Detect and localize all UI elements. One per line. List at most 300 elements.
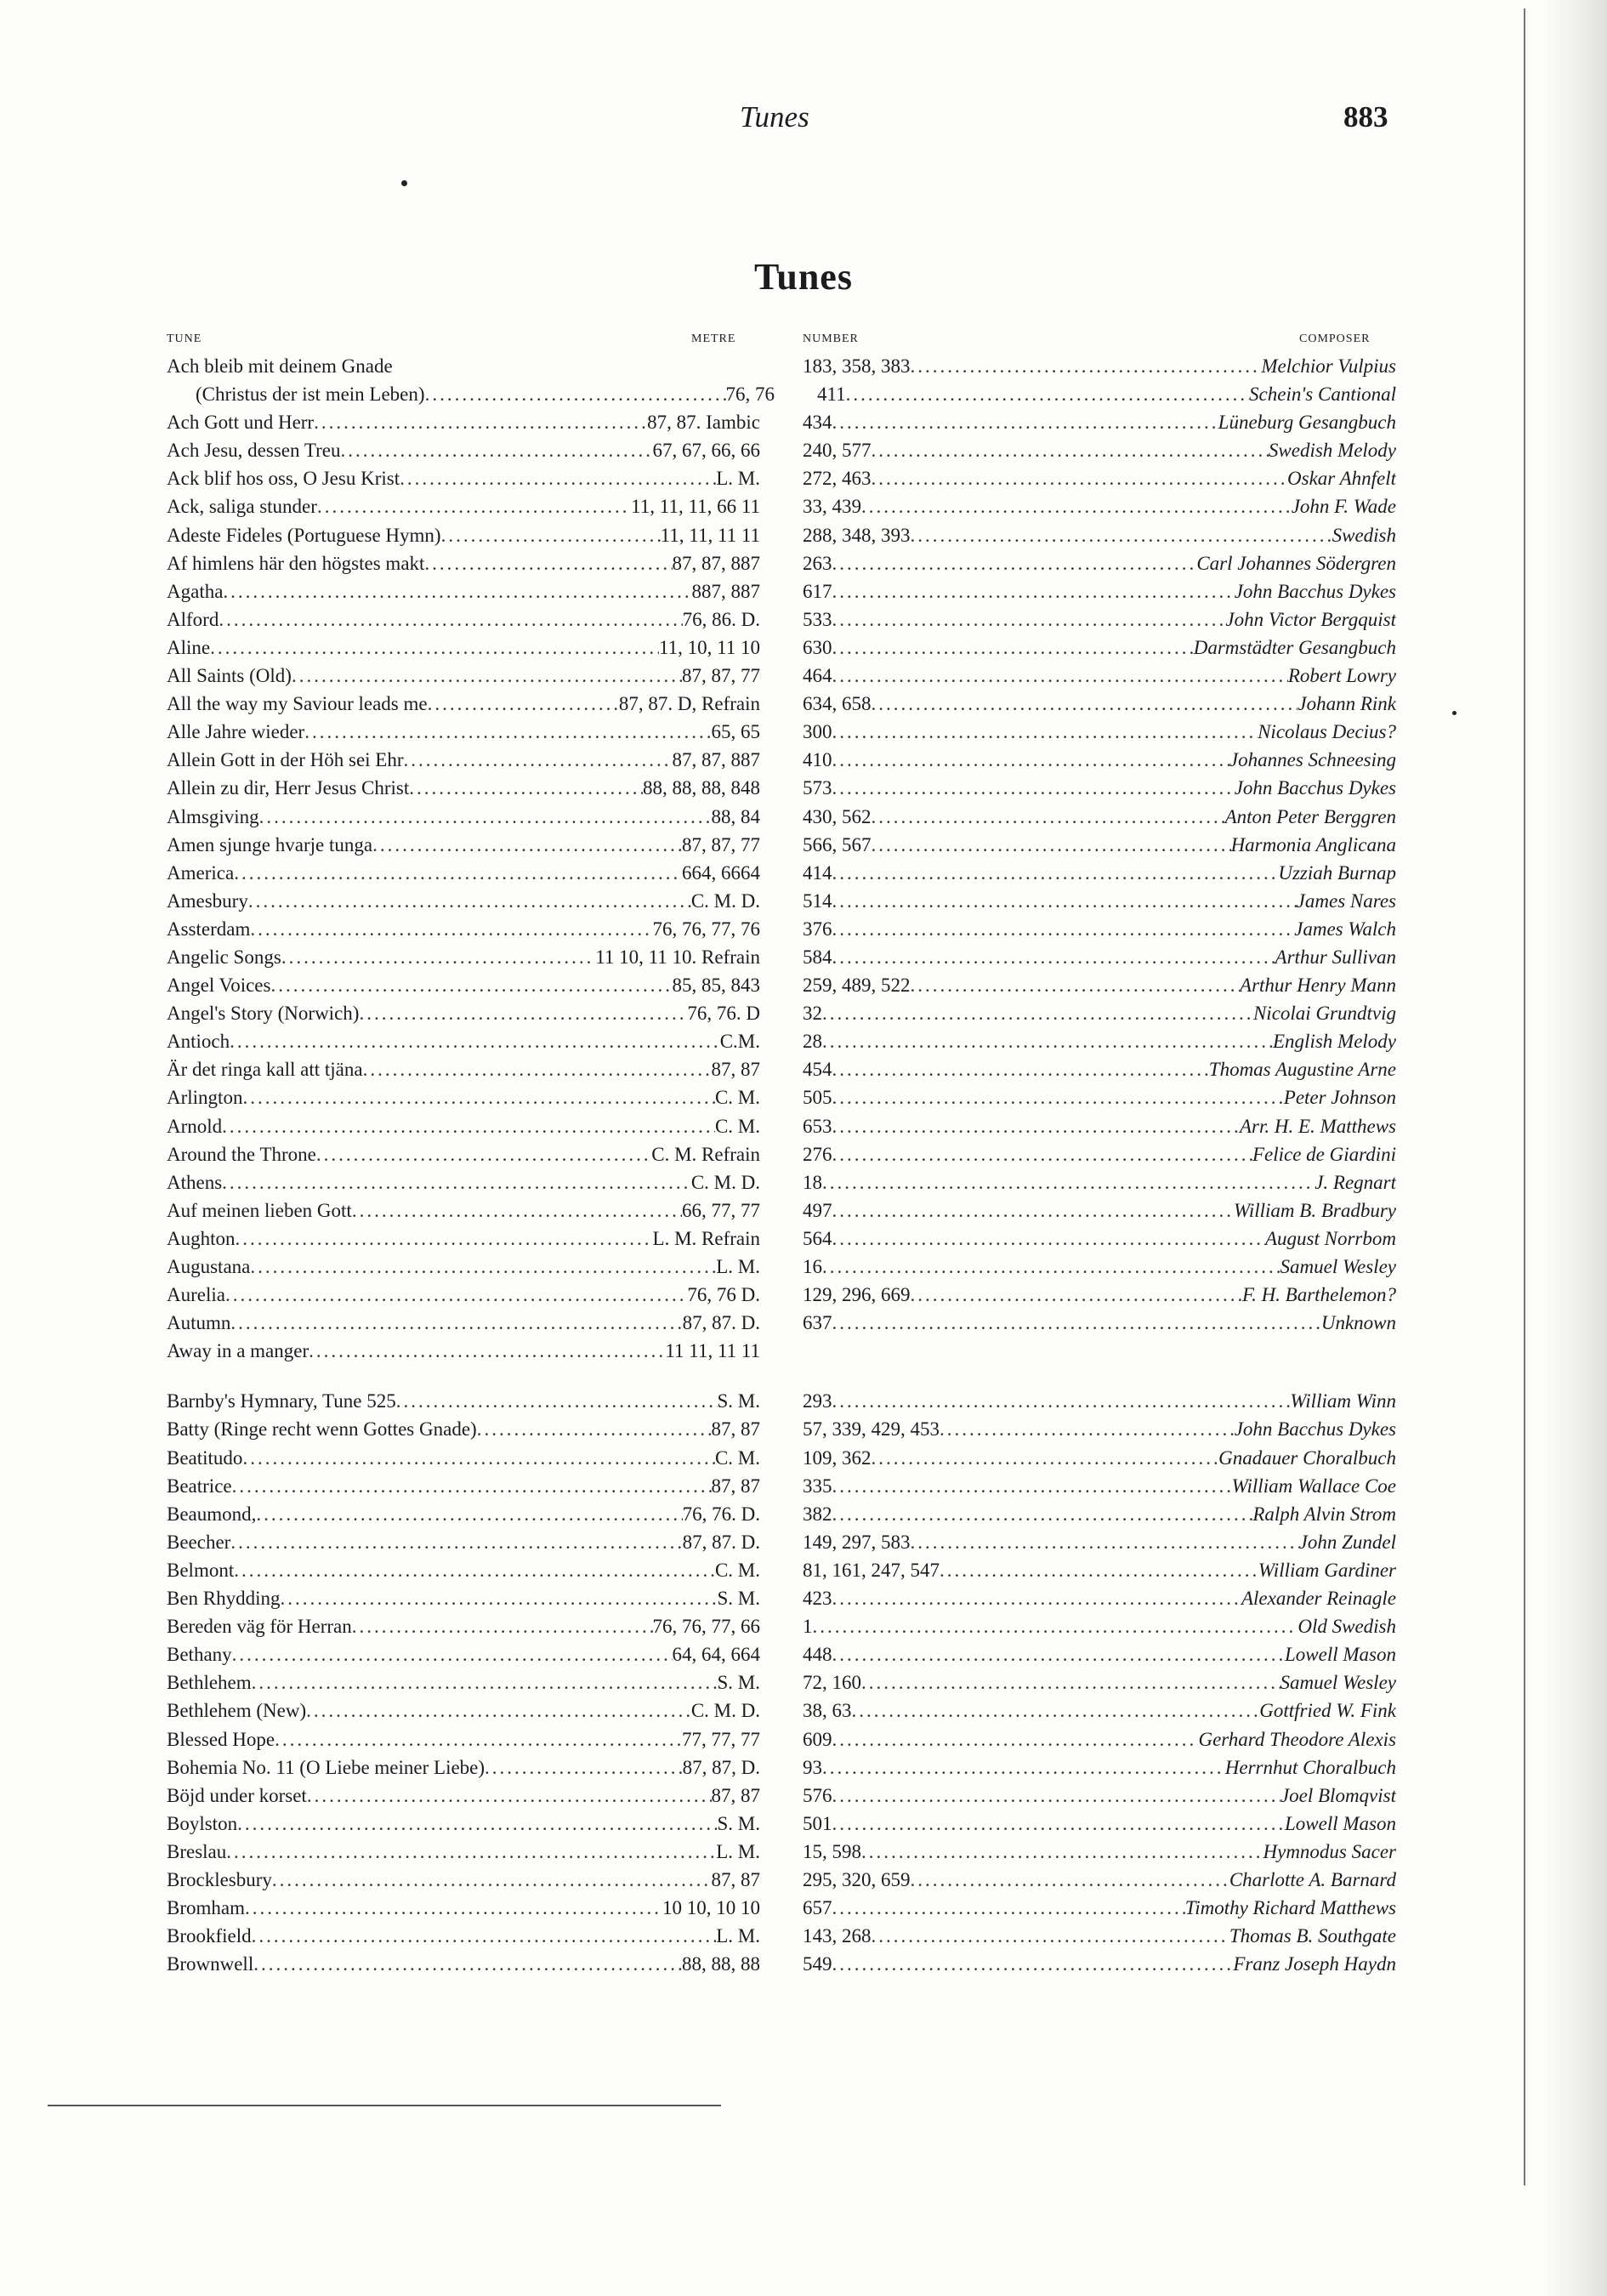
dot-leader [846, 380, 1249, 408]
tune-entry-row [167, 859, 1396, 887]
tune-entry-row [167, 436, 1396, 464]
dot-leader [832, 1810, 1286, 1838]
tune-name: Bethany [167, 1644, 232, 1666]
dot-leader [253, 1950, 682, 1978]
tune-cell [167, 1782, 760, 1810]
composer: F. H. Barthelemon? [1241, 1284, 1396, 1306]
hymn-numbers: 263 [803, 552, 832, 574]
hymn-numbers: 129, 296, 669 [803, 1284, 911, 1306]
dot-leader [822, 1753, 1225, 1782]
metre: 76, 76, 77, 66 [652, 1616, 760, 1638]
dot-leader [832, 634, 1194, 662]
dot-leader [861, 492, 1292, 520]
number-cell [803, 1950, 1396, 1978]
hymn-numbers: 414 [803, 861, 832, 884]
tune-cell [167, 577, 760, 605]
dot-leader [813, 1612, 1298, 1640]
tune-entry-row [167, 605, 1396, 634]
metre: 87, 87, D. [682, 1756, 760, 1778]
number-cell [803, 1140, 1396, 1168]
number-cell [803, 1810, 1396, 1838]
composer: Robert Lowry [1287, 665, 1396, 687]
tune-name: Angelic Songs [167, 946, 281, 968]
tune-name: Barnby's Hymnary, Tune 525 [167, 1390, 396, 1412]
page-edge-shadow [1539, 0, 1607, 2296]
tune-cell [167, 380, 775, 408]
hymn-numbers: 566, 567 [803, 833, 872, 855]
dot-leader [940, 1556, 1258, 1584]
tune-name: Batty (Ringe recht wenn Gottes Gnade) [167, 1418, 477, 1441]
tune-cell [167, 971, 760, 999]
tune-entry-row [167, 549, 1396, 577]
tune-name: Alle Jahre wieder [167, 721, 305, 743]
hymn-numbers: 653 [803, 1115, 832, 1137]
number-cell [803, 1528, 1396, 1556]
dot-leader [832, 915, 1295, 943]
composer: Peter Johnson [1283, 1087, 1396, 1109]
metre: 87, 87, 77 [682, 833, 760, 855]
dot-leader [822, 1027, 1273, 1055]
dot-leader [359, 999, 687, 1027]
tune-cell [167, 690, 760, 718]
dot-leader [832, 1055, 1209, 1083]
number-cell [803, 690, 1396, 718]
tune-name: Blessed Hope [167, 1728, 275, 1750]
hymn-numbers: 657 [803, 1897, 832, 1919]
tune-cell [167, 1387, 760, 1415]
tune-name: Allein Gott in der Höh sei Ehr [167, 749, 404, 771]
dot-leader [428, 690, 619, 718]
hymn-numbers: 295, 320, 659 [803, 1868, 911, 1890]
hymn-numbers: 259, 489, 522 [803, 975, 911, 997]
hymn-numbers: 18 [803, 1171, 822, 1193]
hymn-numbers: 93 [803, 1756, 822, 1778]
composer: Arthur Henry Mann [1240, 975, 1396, 997]
metre: 87, 87 [711, 1059, 760, 1081]
dot-leader [832, 1640, 1286, 1668]
tune-cell [167, 1922, 760, 1950]
tune-cell [167, 915, 760, 943]
tune-cell [167, 1415, 760, 1443]
number-cell [803, 492, 1396, 520]
composer: Ralph Alvin Strom [1252, 1503, 1396, 1525]
composer: James Nares [1296, 889, 1396, 912]
tune-entry-row [167, 1612, 1396, 1640]
dot-leader [832, 1500, 1253, 1528]
metre: C. M. [714, 1446, 760, 1469]
composer: Swedish [1332, 524, 1396, 546]
tune-entry-row [167, 1668, 1396, 1696]
composer: English Melody [1273, 1031, 1396, 1053]
tune-cell [167, 1528, 760, 1556]
dot-leader [832, 1083, 1284, 1111]
dot-leader [832, 1725, 1199, 1753]
metre: 88, 88, 88, 848 [643, 777, 760, 799]
number-cell [803, 1027, 1396, 1055]
metre: C.M. [719, 1031, 760, 1053]
tune-name: Breslau [167, 1840, 227, 1862]
composer: Lüneburg Gesangbuch [1218, 412, 1396, 434]
dot-leader [861, 1668, 1280, 1696]
tune-cell [167, 492, 760, 520]
dot-leader [832, 887, 1297, 915]
tune-entry-row [167, 1500, 1396, 1528]
dot-leader [911, 1528, 1299, 1556]
tune-entry-row [167, 1584, 1396, 1612]
tune-name: Auf meinen lieben Gott [167, 1199, 352, 1221]
metre: 664, 6664 [682, 861, 760, 884]
dot-leader [832, 662, 1288, 690]
metre: 11, 11, 11 11 [660, 524, 760, 546]
column-header-composer: COMPOSER [1299, 332, 1371, 345]
dot-leader [872, 464, 1288, 492]
tune-entry-row [167, 1894, 1396, 1922]
composer: William Gardiner [1258, 1559, 1396, 1581]
tune-cell [167, 1753, 760, 1782]
ink-speck [401, 180, 407, 186]
number-cell [803, 859, 1396, 887]
tune-name: Beecher [167, 1531, 231, 1553]
number-cell [803, 971, 1396, 999]
number-cell [803, 1309, 1396, 1337]
dot-leader [861, 1838, 1263, 1866]
dot-leader [832, 1196, 1234, 1225]
tune-name: Bethlehem (New) [167, 1700, 307, 1722]
metre: 87, 87. Iambic [647, 412, 760, 434]
number-cell [803, 1500, 1396, 1528]
tune-entry-row [167, 408, 1396, 436]
dot-leader [424, 549, 672, 577]
tune-name: Autumn [167, 1312, 231, 1334]
dot-leader [852, 1696, 1260, 1725]
hymn-numbers: 183, 358, 383 [803, 355, 911, 377]
metre: 10 10, 10 10 [662, 1897, 760, 1919]
hymn-numbers: 564 [803, 1227, 832, 1249]
number-cell [803, 803, 1396, 831]
tune-cell [167, 1950, 760, 1978]
dot-leader [232, 1640, 673, 1668]
dot-leader [832, 408, 1218, 436]
dot-leader [832, 1309, 1321, 1337]
composer: Franz Joseph Haydn [1233, 1953, 1396, 1975]
tune-entry-row [167, 1838, 1396, 1866]
metre: 87, 87 [711, 1418, 760, 1441]
composer: Darmstädter Gesangbuch [1193, 636, 1396, 658]
dot-leader [832, 1140, 1252, 1168]
metre: 87, 87 [711, 1475, 760, 1497]
tune-cell [167, 1472, 760, 1500]
metre: C. M. D. [690, 889, 760, 912]
dot-leader [252, 1922, 717, 1950]
tune-name: Aurelia [167, 1284, 225, 1306]
dot-leader [940, 1415, 1235, 1443]
tune-cell [167, 803, 760, 831]
tune-entry-row [167, 1253, 1396, 1281]
footer-rule [48, 2105, 721, 2106]
metre: 67, 67, 66, 66 [652, 440, 760, 462]
dot-leader [409, 774, 643, 802]
column-header-metre: METRE [691, 332, 736, 345]
hymn-numbers: 72, 160 [803, 1672, 861, 1694]
tune-cell [167, 1083, 760, 1111]
dot-leader [259, 803, 712, 831]
metre: S. M. [717, 1812, 760, 1834]
hymn-numbers: 240, 577 [803, 440, 872, 462]
tune-name: Amen sjunge hvarje tunga [167, 833, 373, 855]
dot-leader [222, 1112, 715, 1140]
tune-name: Boylston [167, 1812, 238, 1834]
tune-cell [167, 521, 760, 549]
tune-entry-row [167, 971, 1396, 999]
tune-entry-row [167, 1083, 1396, 1111]
metre: 87, 87. D. [682, 1531, 760, 1553]
metre: 87, 87, 77 [682, 665, 760, 687]
tune-cell [167, 1500, 760, 1528]
running-title: Tunes [740, 100, 809, 134]
hymn-numbers: 423 [803, 1588, 832, 1610]
metre: S. M. [717, 1390, 760, 1412]
composer: Samuel Wesley [1280, 1256, 1396, 1277]
number-cell [803, 352, 1396, 380]
tune-name: Beatitudo [167, 1446, 243, 1469]
tune-entry-row [167, 1140, 1396, 1168]
number-cell [803, 1196, 1396, 1225]
tune-name: Brownwell [167, 1953, 254, 1975]
dot-leader [304, 718, 711, 746]
tune-cell [167, 1196, 760, 1225]
tune-cell [167, 1584, 760, 1612]
tune-entry-row [167, 1556, 1396, 1584]
dot-leader [230, 1528, 682, 1556]
metre: 11 10, 11 10. Refrain [595, 946, 760, 968]
tune-entry-row [167, 1225, 1396, 1253]
tune-cell [167, 1337, 760, 1365]
hymn-numbers: 549 [803, 1953, 832, 1975]
number-cell [803, 605, 1396, 634]
composer: John Bacchus Dykes [1234, 777, 1396, 799]
dot-leader [245, 1894, 662, 1922]
metre: 85, 85, 843 [672, 975, 760, 997]
number-cell [803, 1922, 1396, 1950]
dot-leader [832, 605, 1226, 634]
dot-leader [400, 464, 716, 492]
number-cell [803, 1253, 1396, 1281]
tune-entry-row [167, 887, 1396, 915]
hymn-numbers: 272, 463 [803, 468, 872, 490]
tune-name: Ach bleib mit deinem Gnade [167, 355, 393, 377]
tune-entry-row [167, 1196, 1396, 1225]
tune-name: Away in a manger [167, 1340, 309, 1362]
dot-leader [242, 1083, 715, 1111]
metre: 76, 76 [725, 384, 775, 406]
dot-leader [309, 1337, 665, 1365]
tune-name: Ach Jesu, dessen Treu [167, 440, 341, 462]
tune-cell [167, 1838, 760, 1866]
composer: William Wallace Coe [1231, 1475, 1396, 1497]
tune-entry-row [167, 352, 1396, 380]
composer: Old Swedish [1298, 1616, 1396, 1638]
dot-leader [270, 971, 672, 999]
number-cell [803, 1584, 1396, 1612]
tune-cell [167, 1281, 760, 1309]
tune-entry-row [167, 1782, 1396, 1810]
number-cell [803, 718, 1396, 746]
hymn-numbers: 573 [803, 777, 832, 799]
hymn-numbers: 533 [803, 608, 832, 630]
tune-name: Aline [167, 636, 211, 658]
dot-leader [872, 1444, 1219, 1472]
dot-leader [219, 605, 682, 634]
number-cell [803, 943, 1396, 971]
hymn-numbers: 411 [817, 384, 846, 406]
composer: Harmonia Anglicana [1230, 833, 1396, 855]
tune-entry-row [167, 1337, 1396, 1365]
hymn-numbers: 430, 562 [803, 805, 872, 827]
composer: Uzziah Burnap [1278, 861, 1396, 884]
tune-entry-row [167, 1950, 1396, 1978]
tune-cell [167, 1696, 760, 1725]
tune-cell [167, 1055, 760, 1083]
dot-leader [911, 1281, 1242, 1309]
tune-group-b [167, 1387, 1396, 1978]
hymn-numbers: 57, 339, 429, 453 [803, 1418, 940, 1441]
page-number: 883 [1343, 100, 1388, 134]
metre: 87, 87. D. [682, 1312, 760, 1334]
tune-cell [167, 1556, 760, 1584]
tune-name: Bromham [167, 1897, 245, 1919]
hymn-numbers: 609 [803, 1728, 832, 1750]
tune-name: Är det ringa kall att tjäna [167, 1059, 363, 1081]
tune-cell [167, 1253, 760, 1281]
hymn-numbers: 410 [803, 749, 832, 771]
tune-name: Augustana [167, 1256, 251, 1277]
hymn-numbers: 276 [803, 1143, 832, 1165]
tune-cell [167, 1894, 760, 1922]
tune-cell [167, 831, 760, 859]
tune-entry-row [167, 662, 1396, 690]
number-cell [803, 1753, 1396, 1782]
tune-cell [167, 1444, 760, 1472]
number-cell [803, 887, 1396, 915]
metre: C. M. D. [690, 1171, 760, 1193]
hymn-numbers: 376 [803, 918, 832, 940]
tune-entry-row [167, 464, 1396, 492]
dot-leader [307, 1782, 712, 1810]
tune-name: Arnold [167, 1115, 223, 1137]
metre: 76, 76 D. [687, 1284, 760, 1306]
composer: John Bacchus Dykes [1234, 1418, 1396, 1441]
tune-cell [167, 1612, 760, 1640]
number-cell [803, 1556, 1396, 1584]
hymn-numbers: 448 [803, 1644, 832, 1666]
composer: Timothy Richard Matthews [1184, 1897, 1396, 1919]
dot-leader [352, 1196, 682, 1225]
metre: C. M. [714, 1559, 760, 1581]
dot-leader [225, 1281, 687, 1309]
tune-name: Aughton [167, 1227, 236, 1249]
composer: Schein's Cantional [1249, 384, 1396, 406]
group-spacer [167, 1365, 1396, 1387]
tune-cell [167, 999, 760, 1027]
number-cell [803, 521, 1396, 549]
tune-cell [167, 662, 760, 690]
number-cell [803, 1782, 1396, 1810]
tune-name: Belmont [167, 1559, 235, 1581]
tune-entry-row [167, 943, 1396, 971]
tune-entry-row [167, 1696, 1396, 1725]
metre: 76, 76, 77, 76 [652, 918, 760, 940]
composer: John F. Wade [1291, 496, 1396, 518]
dot-leader [425, 380, 726, 408]
tune-name: Ack blif hos oss, O Jesu Krist [167, 468, 400, 490]
metre: 66, 77, 77 [682, 1199, 760, 1221]
dot-leader [822, 1168, 1315, 1196]
metre: C. M. [714, 1087, 760, 1109]
dot-leader [230, 1027, 720, 1055]
tune-name: Brookfield [167, 1925, 252, 1947]
metre: 87, 87. D, Refrain [618, 693, 760, 715]
number-cell [803, 1387, 1396, 1415]
hymn-numbers: 143, 268 [803, 1925, 872, 1947]
metre: 77, 77, 77 [682, 1728, 760, 1750]
number-cell [803, 746, 1396, 774]
dot-leader [872, 436, 1269, 464]
tune-name: Bethlehem [167, 1672, 252, 1694]
dot-leader [872, 803, 1225, 831]
composer: Carl Johannes Södergren [1196, 552, 1396, 574]
tune-name: Af himlens här den högstes makt [167, 552, 425, 574]
number-cell [803, 1838, 1396, 1866]
hymn-numbers: 514 [803, 889, 832, 912]
metre: 11 11, 11 11 [665, 1340, 760, 1362]
number-cell [803, 662, 1396, 690]
dot-leader [317, 492, 631, 520]
dot-leader [822, 1253, 1280, 1281]
composer: Samuel Wesley [1280, 1672, 1396, 1694]
tune-entry-row [167, 831, 1396, 859]
number-cell [803, 1866, 1396, 1894]
number-cell [803, 464, 1396, 492]
tune-entry-row [167, 492, 1396, 520]
dot-leader [911, 971, 1241, 999]
metre: L. M. [716, 468, 760, 490]
hymn-numbers: 576 [803, 1784, 832, 1806]
tune-name: America [167, 861, 235, 884]
tune-entry-row [167, 1640, 1396, 1668]
dot-leader [872, 690, 1298, 718]
hymn-numbers: 335 [803, 1475, 832, 1497]
number-cell [803, 1640, 1396, 1668]
tune-entry-row [167, 718, 1396, 746]
number-cell [803, 1337, 1396, 1365]
dot-leader [306, 1696, 691, 1725]
composer: Unknown [1320, 1312, 1396, 1334]
dot-leader [832, 859, 1279, 887]
tune-cell [167, 1168, 760, 1196]
composer: William B. Bradbury [1233, 1199, 1396, 1221]
dot-leader [911, 352, 1262, 380]
number-cell [803, 549, 1396, 577]
number-cell [803, 1725, 1396, 1753]
composer: Herrnhut Choralbuch [1224, 1756, 1396, 1778]
dot-leader [911, 1866, 1229, 1894]
dot-leader [832, 577, 1235, 605]
number-cell [803, 1083, 1396, 1111]
column-header-number: NUMBER [803, 332, 859, 345]
number-cell [803, 915, 1396, 943]
dot-leader [441, 521, 661, 549]
hymn-numbers: 454 [803, 1059, 832, 1081]
